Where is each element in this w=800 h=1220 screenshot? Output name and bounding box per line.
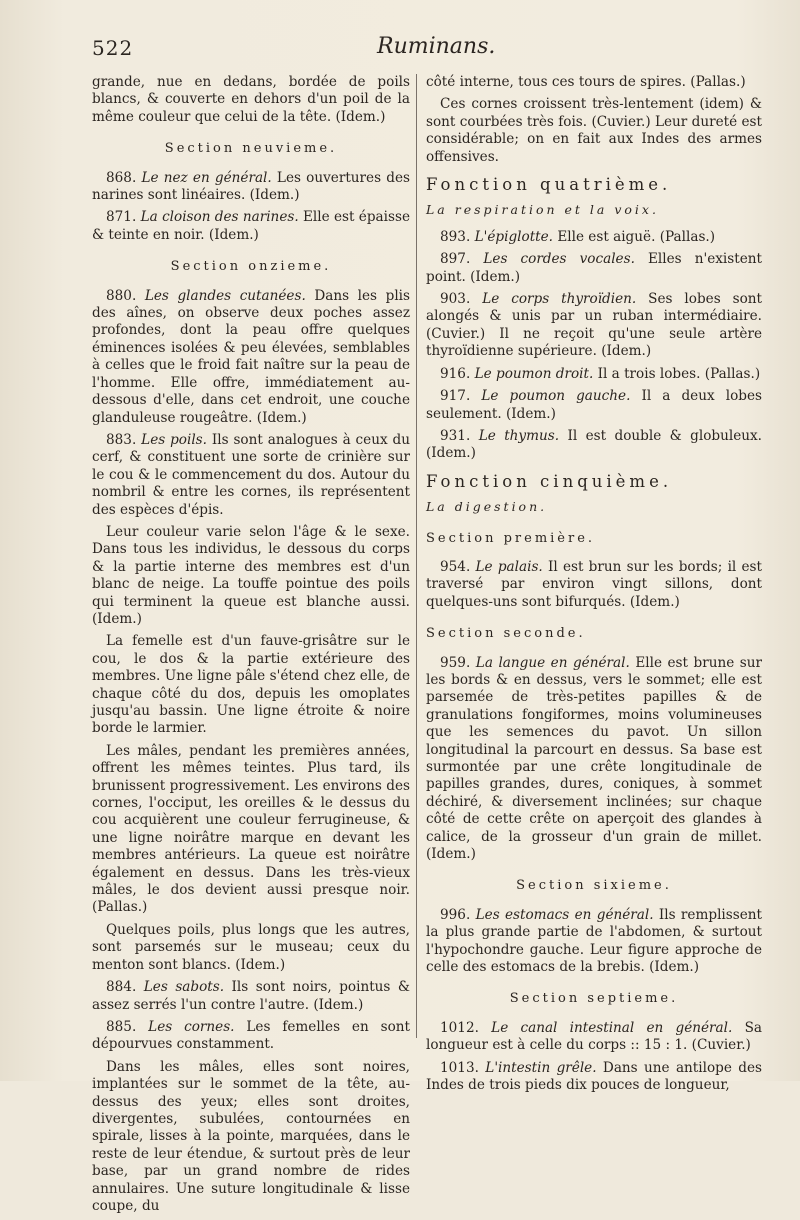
- page-header: [92, 36, 764, 72]
- sub-heading: La digestion.: [426, 499, 548, 515]
- entry-title: Les cordes vocales.: [483, 251, 635, 268]
- sub-heading: La respiration et la voix.: [426, 202, 659, 218]
- paragraph: Dans les mâles, elles sont noires, implantées sur le sommet de la tête, au-dessus des yeux; elles sont droites, divergentes, subulées, contournées en spirale, lisses à la pointe, marquées, dans le reste de leur étendue, & surtout près de leur base, par un grand nombre de rides annulaires. Une suture longitudinale & lisse coupe, du: [92, 1058, 410, 1214]
- entry-text: Les ouvertures des narines sont linéaires. (Idem.): [92, 169, 410, 204]
- function-heading: Fonction cinquième.: [426, 471, 673, 491]
- paragraph-880: [92, 288, 410, 427]
- entry-text: Ils sont noirs, pointus & assez serrés l'un contre l'autre. (Idem.): [92, 979, 410, 1013]
- column-divider: [416, 74, 417, 1038]
- paragraph-959: [426, 655, 762, 864]
- paragraph-number: 954.: [440, 558, 471, 575]
- entry-text: Elle est épaisse & teinte en noir. (Idem.): [92, 209, 410, 243]
- section-heading: Section sixieme.: [516, 878, 672, 894]
- entry-text: Sa longueur est à celle du corps :: 15 : 1. (Cuvier.): [426, 1019, 762, 1054]
- entry-text: Elle est aiguë. (Pallas.): [553, 228, 716, 245]
- paragraph: grande, nue en dedans, bordée de poils blancs, & couverte en dehors d'un poil de la même couleur que celui de la tête. (Idem.): [92, 74, 410, 125]
- paragraph-number: 883.: [106, 431, 137, 448]
- entry-title: Le poumon droit.: [474, 365, 594, 382]
- paragraph-996: [426, 907, 762, 977]
- entry-text: Il a trois lobes. (Pallas.): [593, 365, 761, 382]
- paragraph-number: 880.: [106, 287, 137, 304]
- paragraph-number: 868.: [106, 169, 137, 186]
- paragraph-883: [92, 432, 410, 519]
- entry-title: Le corps thyroïdien.: [482, 291, 637, 308]
- entry-title: Les glandes cutanées.: [144, 287, 306, 304]
- paragraph-917: [426, 388, 762, 423]
- entry-title: Les sabots.: [143, 979, 225, 996]
- right-column: [426, 74, 762, 1100]
- running-head: Ruminans.: [377, 34, 496, 59]
- entry-text: Elles n'existent point. (Idem.): [426, 251, 762, 285]
- paragraph-893: [426, 229, 762, 246]
- entry-text: Elle est brune sur les bords & en dessus, vers le sommet; elle est parsemée de très-petites papilles & de granulations fongiformes, moins volumineuses que les semences du pavot. Un sillon longitudinal la parcourt en dessus. Sa base est surmontée par une crête longitudinale de papilles grandes, dures, coniques, à sommet déchiré, & diversement inclinées; sur chaque côté de cette crête on aperçoit des glandes à calice, de la grosseur d'un grain de millet. (Idem.): [426, 654, 763, 863]
- left-column: [92, 74, 410, 1220]
- paragraph-number: 959.: [440, 654, 471, 671]
- entry-title: Le thymus.: [478, 427, 560, 444]
- entry-text: Dans une antilope des Indes de trois pieds dix pouces de longueur,: [426, 1059, 762, 1094]
- paragraph-868: [92, 170, 410, 205]
- entry-text: Ses lobes sont alongés & unis par un ruban intermédiaire. (Cuvier.) Il ne reçoit qu'une seule artère thyroïdienne supérieure. (Idem.): [426, 291, 762, 360]
- paragraph-number: 885.: [106, 1018, 137, 1035]
- paragraph-871: [92, 209, 410, 244]
- paragraph: Ces cornes croissent très-lentement (idem) & sont courbées très fois. (Cuvier.) Leur dureté est considérable; on en fait aux Indes des armes offensives.: [426, 96, 762, 165]
- entry-title: La langue en général.: [475, 654, 630, 671]
- entry-text: Ils sont analogues à ceux du cerf, & constituent une sorte de crinière sur le cou & le commencement du dos. Autour du nombril & entre les cornes, ils représentent des espèces d'épis.: [92, 431, 410, 518]
- paragraph-number: 871.: [106, 209, 137, 226]
- entry-title: La cloison des narines.: [140, 209, 299, 226]
- entry-title: Le poumon gauche.: [481, 388, 631, 405]
- entry-title: Le nez en général.: [141, 169, 272, 186]
- entry-text: Dans les plis des aînes, on observe deux poches assez profondes, dont la peau offre quelques éminences isolées & peu élevées, semblables à celles que le froid fait naître sur la peau de l'homme. Elle offre, immédiatement au-dessous d'elle, dans cet endroit, une couche glanduleuse rougeâtre. (Idem.): [92, 287, 410, 426]
- entry-text: Il est brun sur les bords; il est traversé par environ vingt sillons, dont quelques-uns sont bifurqués. (Idem.): [426, 558, 762, 610]
- paragraph-931: [426, 428, 762, 463]
- paragraph-number: 917.: [440, 388, 471, 405]
- paragraph: côté interne, tous ces tours de spires. (Pallas.): [426, 74, 746, 90]
- section-heading: Section seconde.: [426, 626, 586, 642]
- section-heading: Section onzieme.: [170, 259, 332, 275]
- paragraph-number: 1012.: [440, 1019, 479, 1036]
- paragraph-number: 897.: [440, 251, 471, 268]
- entry-title: Les cornes.: [148, 1018, 235, 1035]
- paragraph-897: [426, 251, 762, 286]
- paragraph-number: 903.: [440, 291, 471, 308]
- entry-text: Ils remplissent la plus grande partie de l'abdomen, & surtout l'hypochondre gauche. Leur figure approche de celle des estomacs de la brebis. (Idem.): [426, 906, 762, 976]
- paragraph-number: 996.: [440, 906, 471, 923]
- page-number: 522: [92, 36, 134, 60]
- entry-text: Les femelles en sont dépourvues constamment.: [92, 1018, 410, 1053]
- paragraph-903: [426, 291, 762, 361]
- entry-title: Les estomacs en général.: [475, 906, 654, 923]
- entry-title: Le palais.: [475, 558, 543, 575]
- entry-title: L'épiglotte.: [474, 228, 553, 245]
- paragraph-1013: [426, 1060, 762, 1095]
- entry-title: Le canal intestinal en général.: [491, 1019, 733, 1036]
- paragraph: Leur couleur varie selon l'âge & le sexe. Dans tous les individus, le dessous du corps & la partie interne des membres est d'un blanc de neige. La touffe pointue des poils qui terminent la queue est blanche aussi. (Idem.): [92, 523, 410, 627]
- paragraph-916: [426, 366, 762, 383]
- paragraph-number: 884.: [106, 979, 137, 996]
- entry-title: Les poils.: [141, 431, 207, 448]
- section-heading: Section première.: [426, 530, 596, 546]
- section-heading: Section septieme.: [509, 991, 679, 1007]
- paragraph: Quelques poils, plus longs que les autres, sont parsemés sur le museau; ceux du menton sont blancs. (Idem.): [92, 921, 410, 973]
- section-heading: Section neuvieme.: [164, 141, 338, 157]
- paragraph: Les mâles, pendant les premières années, offrent les mêmes teintes. Plus tard, ils brunissent progressivement. Les environs des cornes, l'occiput, les oreilles & le dessus du cou acquièrent une couleur ferrugineuse, & une ligne noirâtre marque en devant les membres antérieurs. La queue est noirâtre également en dessus. Dans les très-vieux mâles, le dos devient aussi presque noir. (Pallas.): [92, 742, 410, 916]
- paragraph-number: 931.: [440, 427, 471, 444]
- paragraph-number: 916.: [440, 365, 471, 382]
- paragraph: La femelle est d'un fauve-grisâtre sur le cou, le dos & la partie extérieure des membres. Une ligne pâle s'étend chez elle, de chaque côté du dos, depuis les omoplates jusqu'au bassin. Une ligne étroite & noire borde le larmier.: [92, 633, 410, 737]
- entry-text: Il a deux lobes seulement. (Idem.): [426, 388, 762, 422]
- paragraph-954: [426, 559, 762, 611]
- entry-title: L'intestin grêle.: [485, 1059, 597, 1076]
- function-heading: Fonction quatrième.: [426, 175, 672, 195]
- paragraph-number: 893.: [440, 228, 471, 245]
- paragraph-number: 1013.: [440, 1059, 479, 1076]
- paragraph-1012: [426, 1020, 762, 1055]
- entry-text: Il est double & globuleux. (Idem.): [426, 427, 763, 462]
- paragraph-885: [92, 1019, 410, 1054]
- paragraph-884: [92, 979, 410, 1014]
